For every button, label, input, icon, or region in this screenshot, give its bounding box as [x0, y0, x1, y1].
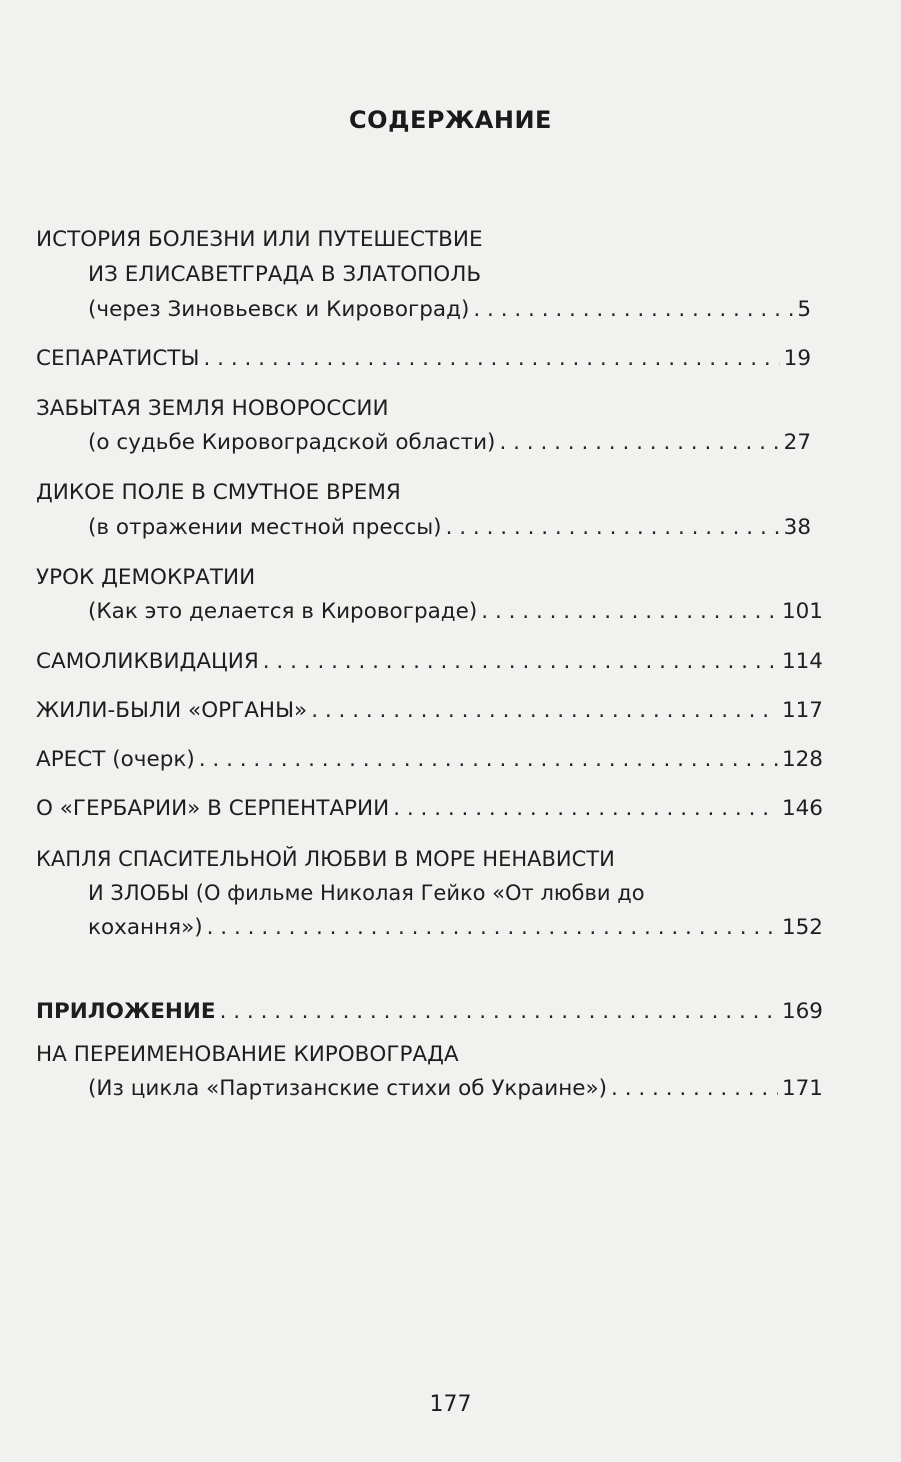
- toc-entry[interactable]: [88, 429, 811, 457]
- toc-entry-title-line: ЗАБЫТАЯ ЗЕМЛЯ НОВОРОССИИ: [36, 396, 389, 421]
- toc-entry-title: ЖИЛИ-БЫЛИ «ОРГАНЫ»: [36, 698, 308, 723]
- toc-entry-title: САМОЛИКВИДАЦИЯ: [36, 649, 259, 674]
- toc-page-number: 5: [797, 297, 811, 322]
- toc-entry-title: (в отражении местной прессы): [88, 515, 442, 540]
- toc-page-number: 117: [781, 698, 823, 723]
- toc-entry-title: (Как это делается в Кировограде): [88, 599, 478, 624]
- page-title: СОДЕРЖАНИЕ: [349, 106, 552, 134]
- toc-entry[interactable]: [36, 345, 811, 373]
- toc-entry[interactable]: [88, 514, 811, 542]
- toc-entry[interactable]: [88, 914, 823, 942]
- toc-entry-title-line: КАПЛЯ СПАСИТЕЛЬНОЙ ЛЮБВИ В МОРЕ НЕНАВИСТИ: [36, 847, 615, 871]
- toc-entry-title: кохання»): [88, 915, 203, 940]
- leader-dots: [446, 514, 780, 542]
- toc-page-number: 114: [781, 649, 823, 674]
- page-number: 177: [429, 1392, 472, 1417]
- toc-entry-title-line: ИСТОРИЯ БОЛЕЗНИ ИЛИ ПУТЕШЕСТВИЕ: [36, 227, 483, 252]
- toc-entry[interactable]: [36, 697, 823, 725]
- toc-entry[interactable]: [88, 296, 811, 324]
- toc-entry[interactable]: [88, 598, 823, 626]
- toc-page-number: 146: [781, 796, 823, 821]
- toc-entry-appendix[interactable]: [36, 998, 823, 1026]
- toc-page-number: 171: [781, 1076, 823, 1101]
- leader-dots: [481, 598, 778, 626]
- toc-page-number: 101: [781, 599, 823, 624]
- toc-page-number: 169: [781, 999, 823, 1024]
- toc-entry[interactable]: [36, 795, 823, 823]
- toc-entry-title: ПРИЛОЖЕНИЕ: [36, 999, 216, 1024]
- toc-page-number: 27: [783, 430, 811, 455]
- leader-dots: [311, 697, 778, 725]
- toc-entry-title: СЕПАРАТИСТЫ: [36, 346, 200, 371]
- toc-entry-title: АРЕСТ (очерк): [36, 747, 195, 772]
- leader-dots: [199, 746, 778, 774]
- leader-dots: [473, 296, 793, 324]
- toc-page-number: 152: [781, 915, 823, 940]
- toc-page-number: 38: [783, 515, 811, 540]
- leader-dots: [611, 1075, 778, 1103]
- toc-entry-title-line: НА ПЕРЕИМЕНОВАНИЕ КИРОВОГРАДА: [36, 1042, 459, 1067]
- toc-entry-title: (через Зиновьевск и Кировоград): [88, 297, 470, 322]
- toc-entry[interactable]: [88, 1075, 823, 1103]
- leader-dots: [220, 998, 778, 1026]
- leader-dots: [499, 429, 779, 457]
- toc-entry[interactable]: [36, 746, 823, 774]
- leader-dots: [203, 345, 779, 373]
- toc-entry-title: (Из цикла «Партизанские стихи об Украине»): [88, 1076, 608, 1101]
- toc-entry-title-line: ДИКОЕ ПОЛЕ В СМУТНОЕ ВРЕМЯ: [36, 480, 401, 505]
- toc-entry-title-line: И ЗЛОБЫ (О фильме Николая Гейко «От любви до: [88, 881, 645, 905]
- leader-dots: [393, 795, 778, 823]
- toc-page-number: 19: [783, 346, 811, 371]
- leader-dots: [207, 914, 778, 942]
- toc-entry-title: О «ГЕРБАРИИ» В СЕРПЕНТАРИИ: [36, 796, 390, 821]
- toc-entry[interactable]: [36, 648, 823, 676]
- toc-entry-title: (о судьбе Кировоградской области): [88, 430, 496, 455]
- toc-page-number: 128: [781, 747, 823, 772]
- toc-entry-title-line: УРОК ДЕМОКРАТИИ: [36, 565, 256, 590]
- toc-entry-title-line: ИЗ ЕЛИСАВЕТГРАДА В ЗЛАТОПОЛЬ: [88, 262, 482, 287]
- leader-dots: [263, 648, 778, 676]
